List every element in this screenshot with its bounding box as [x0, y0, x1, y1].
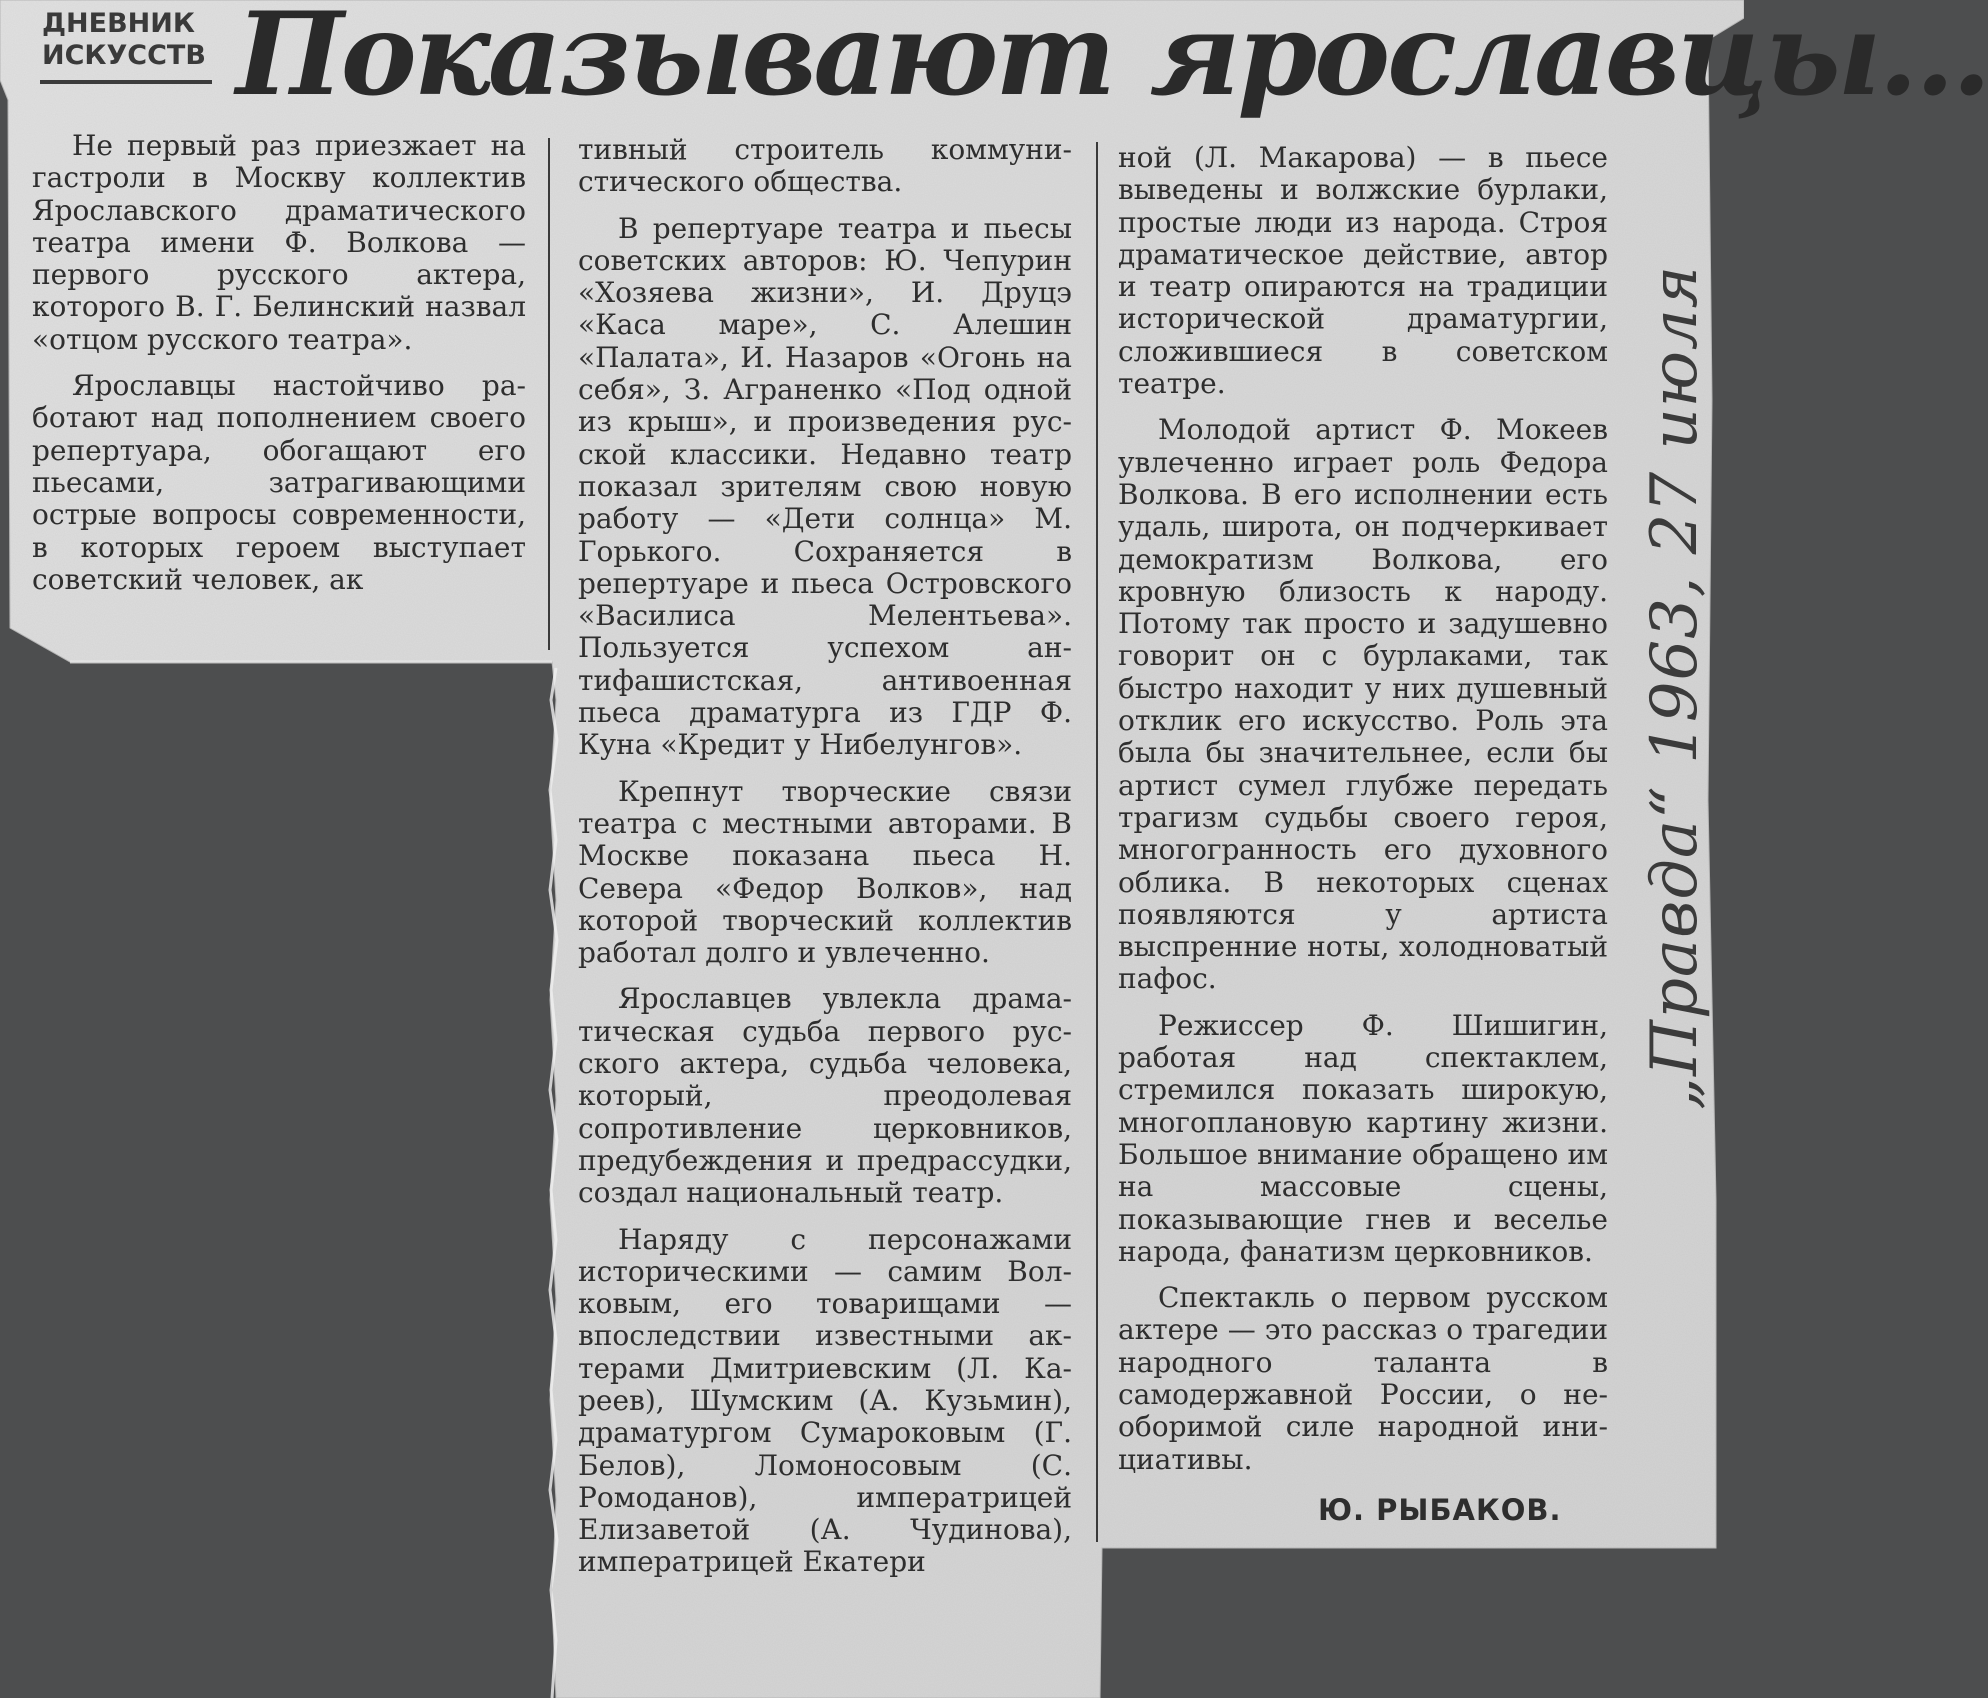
article-headline: Показывают ярославцы...	[236, 0, 1988, 121]
paragraph: Не первый раз приезжает на гастроли в Москву коллектив Ярославского драматического театра имени Ф. Волкова — первого русского актера, которого В. Г. Белинский назвал «отцом русского театра».	[32, 129, 526, 356]
paragraph: Молодой артист Ф. Мокеев увлеченно играет роль Федора Волкова. В его исполнении есть удаль, широта, он подчеркивает демократизм Волкова, его кровную близость к народу. Потому так просто и задушевно говорит он с бурлаками, так быстро находит у них душевный отклик его искусство. Роль эта была бы значительнее, если бы артист сумел глубже передать трагизм судьбы своего героя, многогранность его духовного облика. В некоторых сценах появляются у артиста выспренние ноты, холодноватый пафос.	[1118, 413, 1608, 996]
handwritten-source-note: „Правда“ 1963, 27 июля	[1638, 264, 1712, 1110]
paragraph: Наряду с персонажами историческими — самим Волковым, его товарищами — впоследствии известными актерами Дмитриевским (Л. Кареев), Шумским (А. Кузьмин), драматургом Сумароковым (Г. Белов), Ломоносовым (С. Ромоданов), императрицей Елизаветой (А. Чудинова), императрицей Екатери	[578, 1222, 1072, 1579]
rubric-line-2: ИСКУССТВ	[42, 40, 206, 71]
text-column-1	[32, 130, 526, 610]
paragraph: Крепнут творческие связи театра с местными авторами. В Москве показана пьеса Н. Севера «Федор Волков», над которой творческий коллектив работал долго и увлеченно.	[578, 774, 1072, 970]
paragraph: Ярославцев увлекла драматическая судьба первого русского актера, судьба человека, который, преодолевая сопротивление церковников, предубеждения и предрассудки, создал национальный театр.	[578, 982, 1072, 1210]
text-column-2	[578, 134, 1072, 1593]
column-rule-2	[1096, 142, 1098, 1542]
paragraph: тивный строитель коммунистического общества.	[578, 133, 1072, 199]
paragraph: В репертуаре театра и пьесы советских авторов: Ю. Чепурин «Хозяева жизни», И. Друцэ «Каса маре», С. Алешин «Палата», И. Назаров «Огонь на себя», З. Аграненко «Под одной из крыш», и произведения русской классики. Недавно театр показал зрителям свою новую работу — «Дети солнца» М. Горького. Сохраняется в репертуаре и пьеса Островского «Василиса Мелентьева». Пользуется успехом антифашистская, антивоенная пьеса драматурга из ГДР Ф. Куна «Кредит у Нибелунгов».	[578, 211, 1072, 762]
paragraph: ной (Л. Макарова) — в пьесе выведены и волжские бурлаки, простые люди из народа. Строя драматическое действие, автор и театр опираются на традиции исторической драматургии, сложившиеся в советском театре.	[1118, 141, 1608, 401]
paragraph: Ярославцы настойчиво работают над пополнением своего репертуара, обогащают его пьесами, затрагивающими острые вопросы современности, в которых героем выступает советский человек, ак	[32, 369, 526, 596]
rubric-underline	[40, 80, 212, 84]
rubric-line-1: ДНЕВНИК	[42, 8, 195, 39]
section-rubric	[42, 8, 210, 72]
author-signature: Ю. РЫБАКОВ.	[1318, 1493, 1562, 1527]
paragraph: Режиссер Ф. Шишигин, работая над спектаклем, стремился показать широкую, многоплановую картину жизни. Большое внимание обращено им на массовые сцены, показывающие гнев и веселье народа, фанатизм церковников.	[1118, 1008, 1608, 1268]
paragraph: Спектакль о первом русском актере — это рассказ о трагедии народного таланта в самодержавной России, о необоримой силе народной инициативы.	[1118, 1281, 1608, 1476]
text-column-3	[1118, 142, 1608, 1490]
column-rule-1	[548, 138, 550, 650]
